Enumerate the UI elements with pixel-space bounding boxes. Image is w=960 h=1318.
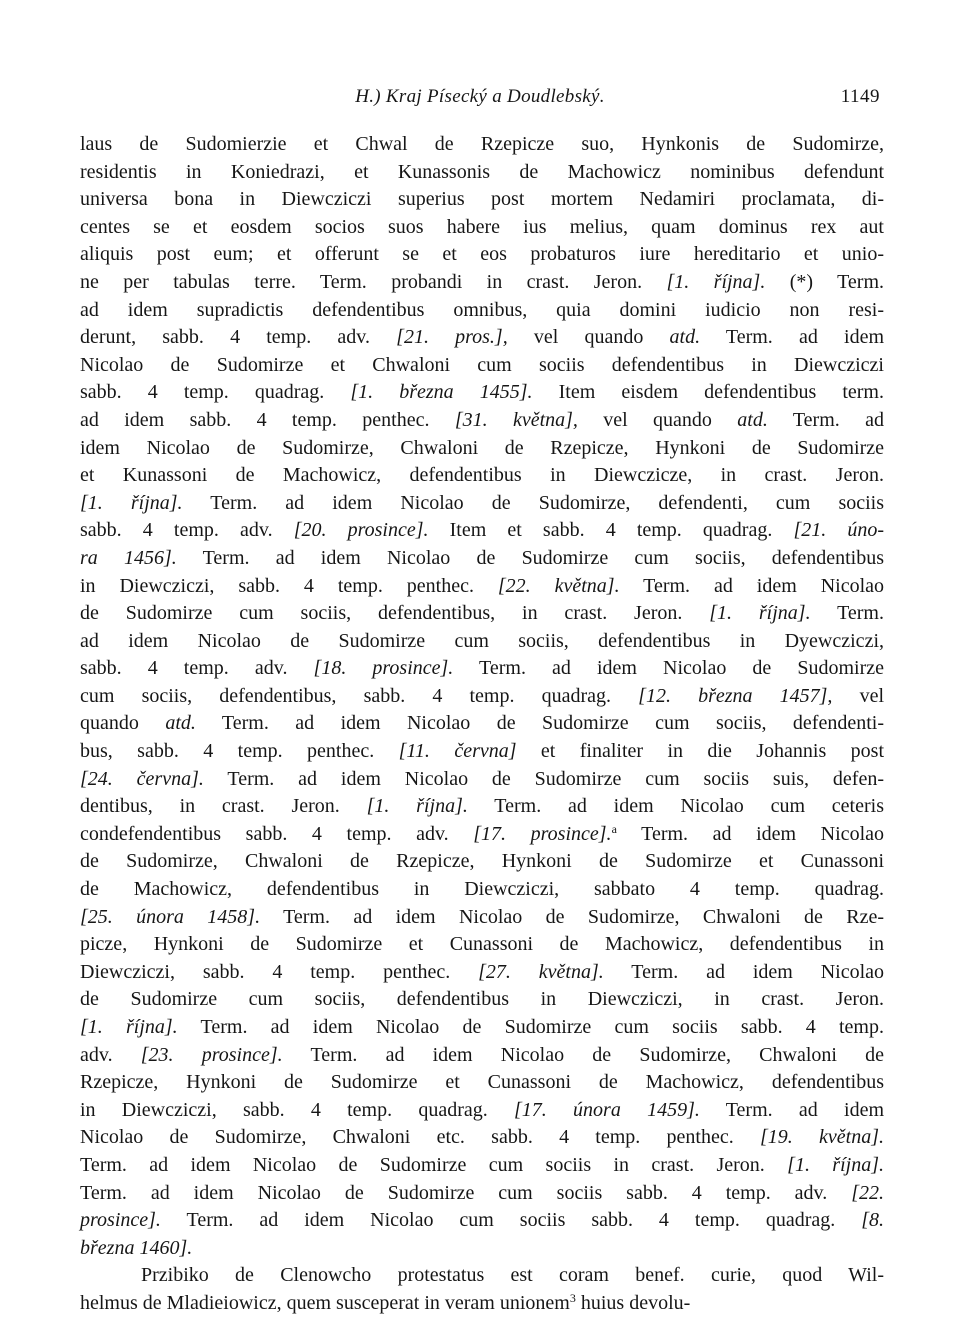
text-run: de Sudomirze cum sociis, defendentibus in Diewcziczi, in crast. Jeron. — [80, 988, 884, 1011]
text-line — [80, 407, 884, 435]
text-run: Term. ad idem Nicolao de Sudomirze cum sociis, defendentibus — [176, 546, 884, 569]
italic-text: [1. října]. — [80, 491, 183, 514]
text-run: Term. ad idem Nicolao — [616, 822, 884, 845]
text-line — [80, 600, 884, 628]
text-line — [80, 490, 884, 518]
text-line — [80, 1235, 884, 1263]
text-run: ne per tabulas terre. Term. probandi in crast. Jeron. — [80, 270, 667, 293]
text-run: (*) Term. — [765, 270, 884, 293]
text-line — [80, 241, 884, 269]
italic-text: [25. února 1458]. — [80, 905, 261, 928]
text-run: ad idem sabb. 4 temp. penthec. — [80, 408, 455, 431]
italic-text: [1. října]. — [80, 1016, 178, 1038]
text-line — [80, 159, 884, 187]
italic-text: [1. října]. — [366, 795, 468, 818]
italic-text: [18. prosince]. — [313, 657, 454, 680]
text-line — [80, 517, 884, 545]
italic-text: [24. června]. — [80, 767, 204, 790]
text-line — [80, 297, 884, 325]
text-run: in Diewcziczi, sabb. 4 temp. penthec. — [80, 574, 498, 597]
text-run: Term. — [810, 602, 884, 625]
text-run: in Diewcziczi, sabb. 4 temp. quadrag. — [80, 1098, 515, 1121]
italic-text: [31. května], — [454, 408, 578, 431]
text-run: adv. — [80, 1043, 141, 1066]
text-run: Item eisdem defendentibus term. — [532, 381, 884, 404]
italic-text: [23. prosince]. — [140, 1043, 283, 1066]
italic-text: [22. května]. — [497, 574, 620, 597]
italic-text: [8. — [861, 1209, 884, 1232]
text-line — [80, 986, 884, 1014]
italic-text: [21. pros.], — [396, 326, 508, 349]
text-run: Nicolao de Sudomirze, Chwaloni etc. sabb. 4 temp. penthec. — [80, 1126, 760, 1149]
text-line — [80, 876, 884, 904]
text-run: Term. ad idem Nicolao de Sudomirze, Chwaloni de — [282, 1043, 885, 1066]
text-run: et finaliter in die Johannis post — [516, 740, 884, 763]
text-run: Term. ad idem Nicolao de Sudomirze cum sociis, defendenti- — [195, 712, 884, 735]
text-run: vel quando — [507, 326, 670, 349]
text-line — [80, 435, 884, 463]
text-line — [80, 710, 884, 738]
text-line — [80, 462, 884, 490]
text-run: sabb. 4 temp. adv. — [80, 657, 314, 680]
italic-text: [11. června] — [398, 740, 517, 763]
text-run: vel quando — [577, 408, 738, 431]
body-text — [80, 131, 884, 1318]
footnote-marker: 3 — [569, 1290, 576, 1305]
text-line — [80, 352, 884, 380]
text-run: ad idem Nicolao de Sudomirze cum sociis, defendentibus in Dyewcziczi, — [80, 629, 884, 652]
text-run: derunt, sabb. 4 temp. adv. — [80, 326, 397, 349]
text-run: Term. ad idem Nicolao de Sudomirze cum sociis sabb. 4 temp. — [177, 1016, 884, 1038]
text-run: idem Nicolao de Sudomirze, Chwaloni de Rzepicze, Hynkoni de Sudomirze — [80, 436, 884, 459]
text-line — [80, 131, 884, 159]
text-run: Term. ad idem Nicolao de Sudomirze, defendenti, cum sociis — [182, 491, 885, 514]
text-run: Term. ad idem — [699, 1098, 885, 1121]
text-run: Term. ad idem Nicolao de Sudomirze cum sociis suis, defen- — [203, 767, 884, 790]
text-run: picze, Hynkoni de Sudomirze et Cunassoni de Machowicz, defendentibus in — [80, 933, 884, 956]
text-line — [80, 1152, 884, 1180]
text-line — [80, 655, 884, 683]
text-run: dentibus, in crast. Jeron. — [80, 795, 367, 818]
text-line — [80, 904, 884, 932]
running-header — [80, 86, 880, 112]
text-run: quando — [80, 712, 166, 735]
text-run: residentis in Koniedrazi, et Kunassonis de Machowicz nominibus defendunt — [80, 160, 884, 183]
italic-text: [1. října]. — [709, 602, 811, 625]
text-run: Term. ad — [767, 408, 884, 431]
text-line — [80, 1262, 884, 1290]
text-run: Nicolao de Sudomirze et Chwaloni cum sociis defendentibus in Diewcziczi — [80, 353, 884, 376]
italic-text: března 1460]. — [80, 1236, 193, 1259]
text-run: Term. ad idem Nicolao de Sudomirze, Chwaloni de Rze- — [260, 905, 884, 928]
text-run: sabb. 4 temp. quadrag. — [80, 381, 351, 404]
footnote-marker: a — [611, 821, 617, 836]
text-run: vel — [832, 684, 885, 707]
text-line — [80, 848, 884, 876]
text-run: et Kunassoni de Machowicz, defendentibus in Diewczicze, in crast. Jeron. — [80, 464, 884, 487]
text-line — [80, 766, 884, 794]
text-line — [80, 821, 884, 849]
italic-text: [20. prosince]. — [293, 519, 429, 542]
italic-text: atd. — [669, 326, 701, 349]
text-run: Term. ad idem Nicolao cum ceteris — [467, 795, 884, 818]
italic-text: atd. — [165, 712, 196, 735]
text-line — [80, 683, 884, 711]
text-line — [80, 959, 884, 987]
page-number: 1149 — [840, 86, 880, 107]
italic-text: [17. prosince]. — [473, 822, 612, 845]
text-run: sabb. 4 temp. adv. — [80, 519, 294, 542]
italic-text: [21. úno- — [793, 519, 885, 542]
text-line — [80, 379, 884, 407]
text-run: Item et sabb. 4 temp. quadrag. — [428, 519, 794, 542]
italic-text: prosince]. — [80, 1209, 161, 1232]
text-line — [80, 1290, 884, 1318]
text-run: Term. ad idem Nicolao de Sudomirze — [453, 657, 885, 680]
text-line — [80, 324, 884, 352]
text-line — [80, 1014, 884, 1042]
text-run: condefendentibus sabb. 4 temp. adv. — [80, 822, 474, 845]
italic-text: atd. — [737, 408, 768, 431]
text-run: Diewcziczi, sabb. 4 temp. penthec. — [80, 960, 479, 983]
italic-text: [12. března 1457], — [638, 684, 833, 707]
text-line — [80, 931, 884, 959]
text-run: Term. ad idem Nicolao de Sudomirze cum sociis in crast. Jeron. — [80, 1153, 788, 1176]
italic-text: [19. května]. — [759, 1126, 884, 1149]
text-run: helmus de Mladieiowicz, quem susceperat in veram unionem — [80, 1291, 570, 1314]
text-line — [80, 1207, 884, 1235]
text-line — [80, 269, 884, 297]
text-run: cum sociis, defendentibus, sabb. 4 temp. quadrag. — [80, 684, 639, 707]
text-run: de Sudomirze, Chwaloni de Rzepicze, Hynkoni de Sudomirze et Cunassoni — [80, 850, 884, 873]
text-run: Term. ad idem — [700, 326, 885, 349]
text-run: universa bona in Diewcziczi superius post mortem Nedamiri proclamata, di- — [80, 188, 884, 211]
text-run: Rzepicze, Hynkoni de Sudomirze et Cunassoni de Machowicz, defendentibus — [80, 1071, 884, 1094]
running-title: H.) Kraj Písecký a Doudlebský. — [355, 86, 605, 107]
italic-text: ra 1456]. — [80, 546, 177, 569]
text-run: aliquis post eum; et offerunt se et eos probaturos iure hereditario et unio- — [80, 243, 884, 266]
text-run: huius devolu- — [575, 1291, 691, 1314]
text-line — [80, 628, 884, 656]
text-run: Term. ad idem Nicolao cum sociis sabb. 4 temp. quadrag. — [160, 1209, 862, 1232]
italic-text: [1. března 1455]. — [350, 381, 533, 404]
text-run: bus, sabb. 4 temp. penthec. — [80, 740, 399, 763]
text-run: Term. ad idem Nicolao de Sudomirze cum sociis sabb. 4 temp. adv. — [80, 1181, 852, 1204]
text-line — [80, 573, 884, 601]
text-run: de Sudomirze cum sociis, defendentibus, in crast. Jeron. — [80, 602, 710, 625]
italic-text: [22. — [851, 1181, 884, 1204]
text-line — [80, 1069, 884, 1097]
text-line — [80, 545, 884, 573]
text-line — [80, 1180, 884, 1208]
text-line — [80, 186, 884, 214]
italic-text: [1. října]. — [666, 270, 766, 293]
text-run: centes se et eosdem socios suos habere ius melius, quam dominus rex aut — [80, 215, 884, 238]
text-line — [80, 1097, 884, 1125]
italic-text: [17. února 1459]. — [514, 1098, 700, 1121]
text-line — [80, 738, 884, 766]
text-run: ad idem supradictis defendentibus omnibus, quia domini iudicio non resi- — [80, 298, 884, 321]
text-line — [80, 793, 884, 821]
text-run: laus de Sudomierzie et Chwal de Rzepicze suo, Hynkonis de Sudomirze, — [80, 133, 884, 155]
text-line — [80, 214, 884, 242]
text-run: Term. ad idem Nicolao — [603, 960, 884, 983]
text-line — [80, 1124, 884, 1152]
italic-text: [27. května]. — [478, 960, 604, 983]
text-run: Term. ad idem Nicolao — [619, 574, 885, 597]
text-run: Przibiko de Clenowcho protestatus est coram benef. curie, quod Wil- — [141, 1264, 884, 1287]
text-line — [80, 1042, 884, 1070]
text-run: de Machowicz, defendentibus in Diewcziczi, sabbato 4 temp. quadrag. — [80, 878, 884, 901]
italic-text: [1. října]. — [787, 1153, 884, 1176]
